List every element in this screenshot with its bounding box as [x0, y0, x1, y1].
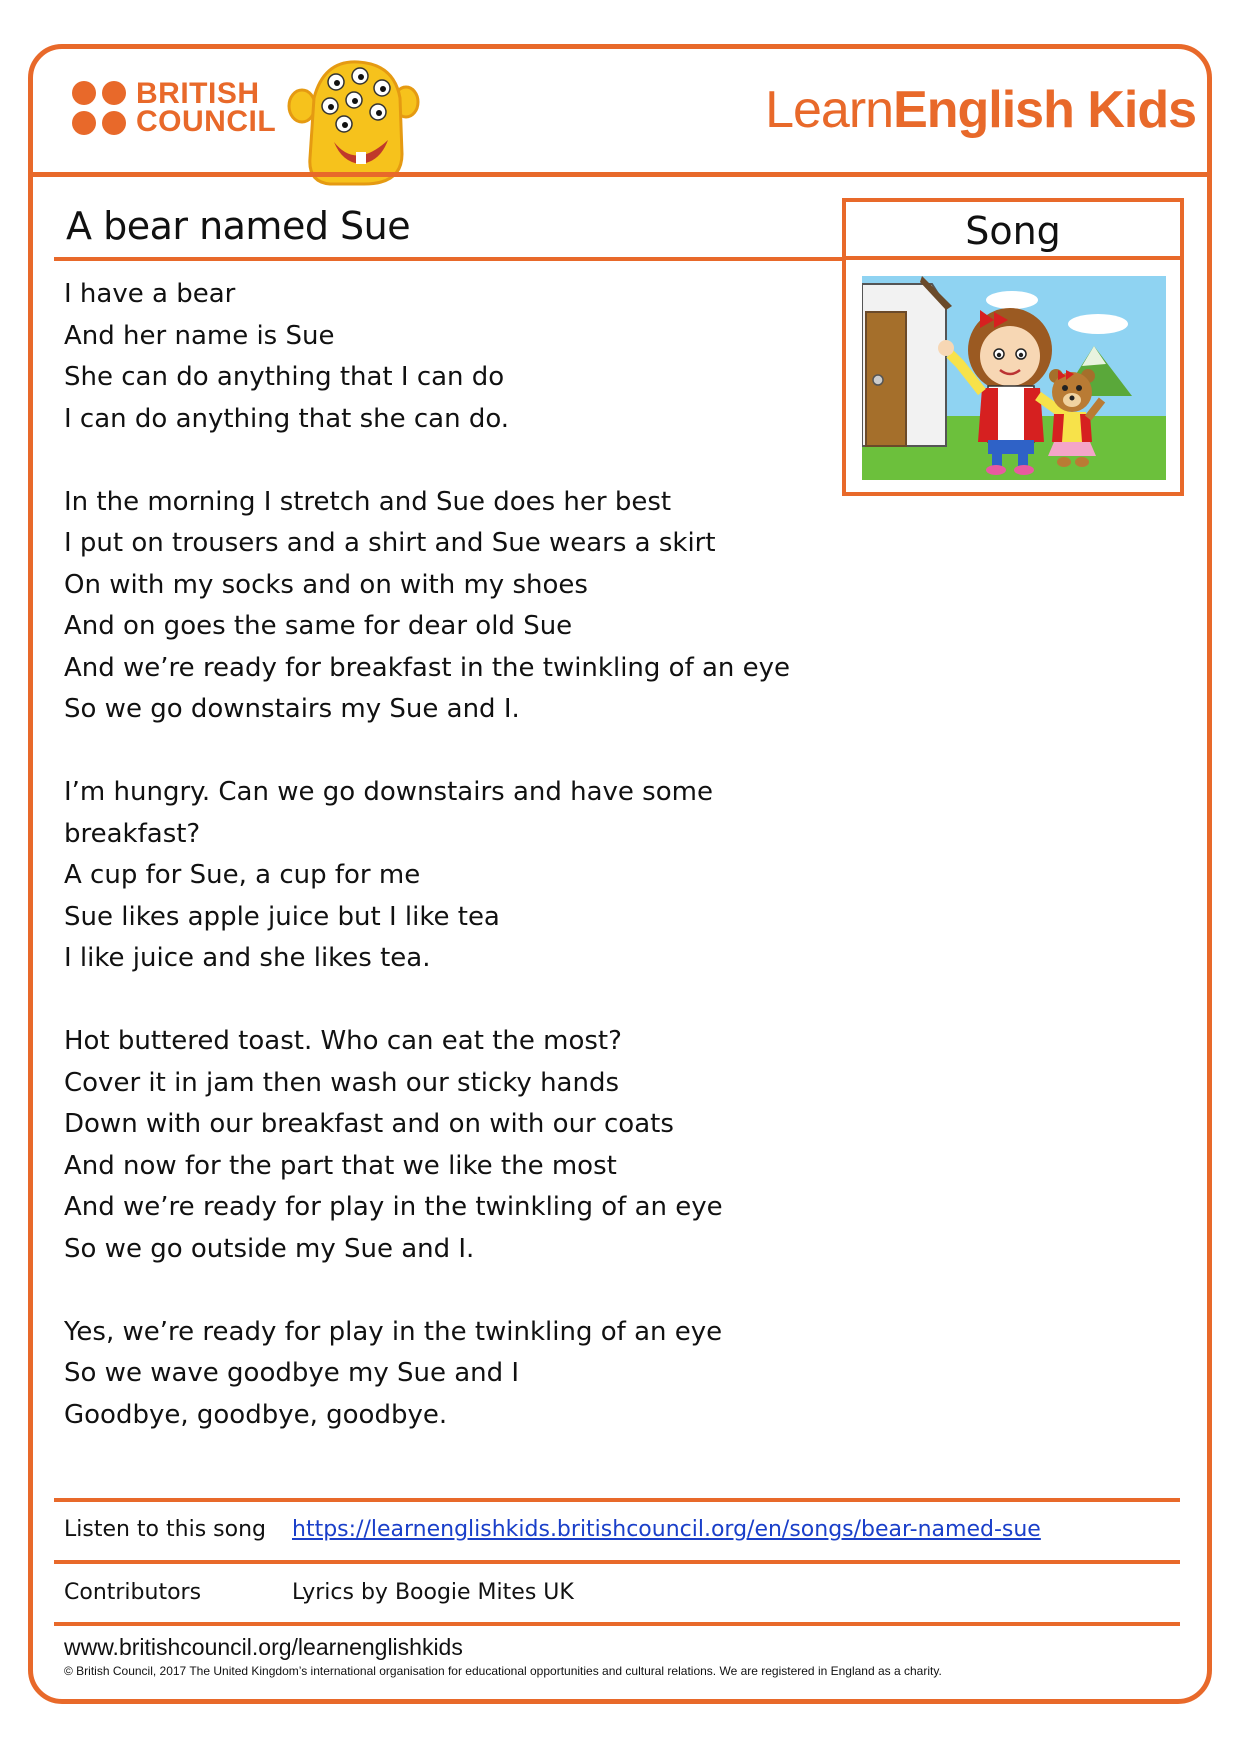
british-council-line1: BRITISH [136, 77, 260, 110]
copyright-text: © British Council, 2017 The United Kingdom’s international organisation for educational opportunities and cultural relations. We are registered in England as a charity. [64, 1664, 942, 1678]
title-divider [54, 257, 844, 261]
contributors-label: Contributors [64, 1580, 202, 1605]
song-link[interactable]: https://learnenglishkids.britishcouncil.org/en/songs/bear-named-sue [292, 1517, 1041, 1542]
lyric-line: So we go downstairs my Sue and I. [64, 694, 520, 724]
lyric-line: I like juice and she likes tea. [64, 943, 431, 973]
lyric-line: So we go outside my Sue and I. [64, 1233, 475, 1264]
lyric-line: And her name is Sue [64, 320, 335, 351]
lyric-line: breakfast? [64, 818, 201, 849]
british-council-logo [72, 77, 277, 138]
lyric-line: I can do anything that she can do. [64, 403, 510, 434]
yellow-monster-mascot-icon [284, 58, 424, 188]
girl-and-teddy-bear-illustration [862, 276, 1166, 480]
stanza-3 [64, 772, 824, 980]
lyric-line: A cup for Sue, a cup for me [64, 860, 421, 890]
footer-divider-top [54, 1498, 1180, 1502]
lyric-line: And now for the part that we like the most [64, 1150, 617, 1181]
category-label: Song [846, 202, 1180, 260]
footer-divider-middle [54, 1560, 1180, 1564]
lyric-line: Down with our breakfast and on with our coats [64, 1109, 674, 1139]
page-title: A bear named Sue [66, 204, 411, 248]
brand-bold: English Kids [893, 81, 1196, 139]
lyric-line: And we’re ready for breakfast in the twinkling of an eye [64, 652, 791, 683]
lyric-line: In the morning I stretch and Sue does her best [64, 486, 672, 517]
british-council-dots-icon [72, 81, 126, 135]
stanza-2 [64, 482, 824, 731]
lyric-line: I put on trousers and a shirt and Sue wears a skirt [64, 528, 716, 558]
lyric-line: Sue likes apple juice but I like tea [64, 901, 500, 932]
stanza-4 [64, 1021, 824, 1270]
lyric-line: So we wave goodbye my Sue and I [64, 1358, 520, 1388]
footer-divider-bottom [54, 1622, 1180, 1626]
header-divider [28, 172, 1212, 177]
lyric-line: Cover it in jam then wash our sticky hands [64, 1067, 620, 1098]
lyric-line: She can do anything that I can do [64, 362, 505, 392]
lyric-line: I have a bear [64, 279, 236, 309]
lyric-line: Goodbye, goodbye, goodbye. [64, 1399, 448, 1430]
contributors-value: Lyrics by Boogie Mites UK [292, 1580, 574, 1605]
lyric-line: I’m hungry. Can we go downstairs and have some [64, 777, 713, 807]
learnenglish-kids-logo [765, 80, 1196, 140]
stanza-1 [64, 274, 824, 440]
lyric-line: And we’re ready for play in the twinkling of an eye [64, 1192, 723, 1222]
website-text: www.britishcouncil.org/learnenglishkids [64, 1634, 463, 1660]
lyric-line: Hot buttered toast. Who can eat the most? [64, 1026, 622, 1056]
lyric-line: And on goes the same for dear old Sue [64, 611, 573, 641]
listen-label: Listen to this song [64, 1517, 266, 1542]
stanza-5 [64, 1312, 824, 1437]
lyric-line: On with my socks and on with my shoes [64, 569, 588, 600]
lyrics [64, 274, 824, 1478]
category-box [842, 198, 1184, 496]
brand-light: Learn [765, 81, 894, 139]
british-council-line2: COUNCIL [136, 105, 277, 138]
lyric-line: Yes, we’re ready for play in the twinkling of an eye [64, 1316, 723, 1347]
